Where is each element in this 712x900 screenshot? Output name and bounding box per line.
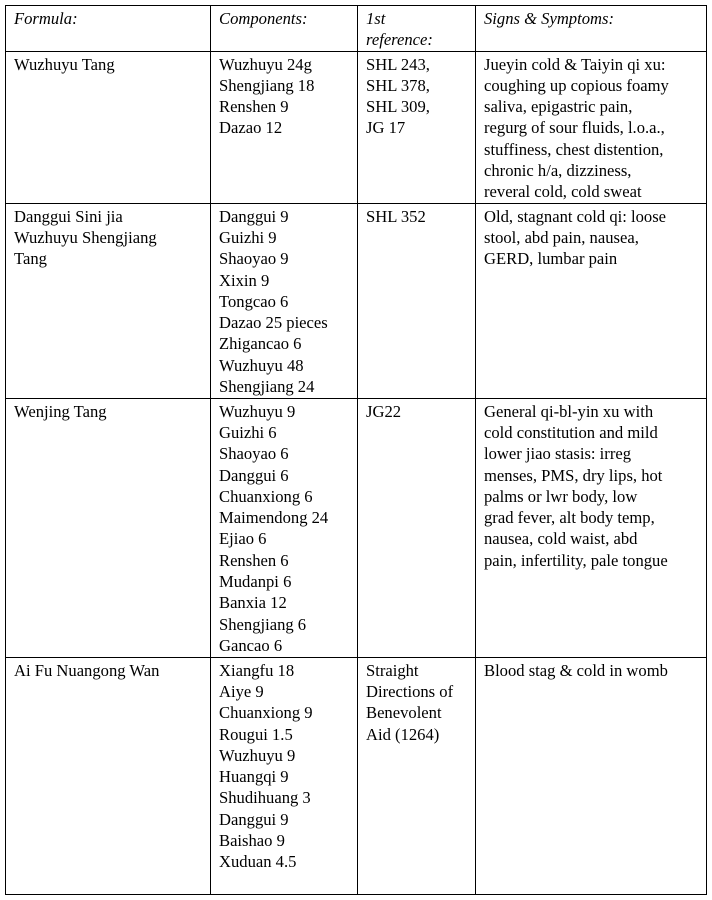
formula-name: Wuzhuyu Tang [6,51,211,203]
header-formula: Formula: [6,6,211,52]
header-components: Components: [211,6,358,52]
header-row [6,6,707,52]
signs-symptoms-cell: General qi-bl-yin xu with cold constitution and mild lower jiao stasis: irreg menses, PMS, dry lips, hot palms or lwr body, low grad fever, alt body temp, nausea, cold waist, abd pain, infertility, pale tongue [476,398,707,657]
reference-cell: JG22 [358,398,476,657]
header-signs-symptoms: Signs & Symptoms: [476,6,707,52]
signs-symptoms-cell: Jueyin cold & Taiyin qi xu: coughing up copious foamy saliva, epigastric pain, regurg of sour fluids, l.o.a., stuffiness, chest distention, chronic h/a, dizziness, reveral cold, cold sweat [476,51,707,203]
reference-cell: Straight Directions of Benevolent Aid (1264) [358,657,476,894]
formula-table [5,5,707,895]
table-row [6,51,707,203]
components-list: Wuzhuyu 9 Guizhi 6 Shaoyao 6 Danggui 6 Chuanxiong 6 Maimendong 24 Ejiao 6 Renshen 6 Mudanpi 6 Banxia 12 Shengjiang 6 Gancao 6 [211,398,358,657]
formula-name: Wenjing Tang [6,398,211,657]
table-row [6,398,707,657]
signs-symptoms-cell: Old, stagnant cold qi: loose stool, abd pain, nausea, GERD, lumbar pain [476,203,707,398]
components-list: Wuzhuyu 24g Shengjiang 18 Renshen 9 Dazao 12 [211,51,358,203]
components-list: Danggui 9 Guizhi 9 Shaoyao 9 Xixin 9 Tongcao 6 Dazao 25 pieces Zhigancao 6 Wuzhuyu 48 Shengjiang 24 [211,203,358,398]
table-row [6,203,707,398]
signs-symptoms-cell: Blood stag & cold in womb [476,657,707,894]
reference-cell: SHL 352 [358,203,476,398]
header-reference: 1st reference: [358,6,476,52]
formula-name: Danggui Sini jia Wuzhuyu Shengjiang Tang [6,203,211,398]
table-row [6,657,707,894]
formula-name: Ai Fu Nuangong Wan [6,657,211,894]
components-list: Xiangfu 18 Aiye 9 Chuanxiong 9 Rougui 1.5 Wuzhuyu 9 Huangqi 9 Shudihuang 3 Danggui 9 Baishao 9 Xuduan 4.5 [211,657,358,894]
reference-cell: SHL 243, SHL 378, SHL 309, JG 17 [358,51,476,203]
